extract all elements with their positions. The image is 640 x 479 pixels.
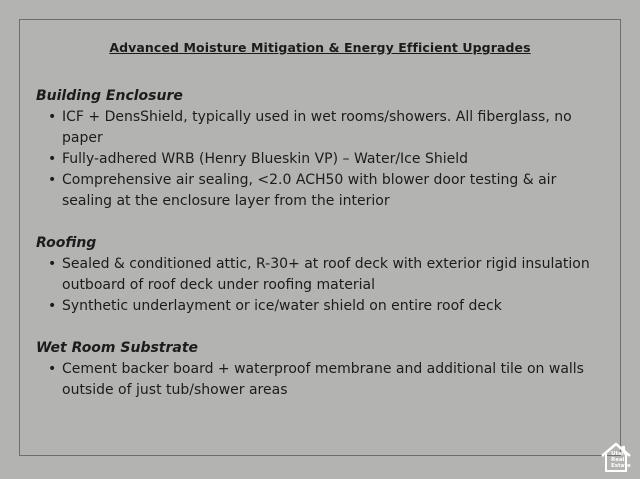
- section-heading: Wet Room Substrate: [36, 340, 199, 356]
- page-title: Advanced Moisture Mitigation & Energy Efficient Upgrades: [109, 40, 531, 55]
- watermark-line: Utah: [611, 451, 626, 457]
- list-item: • ICF + DensShield, typically used in wet rooms/showers. All fiberglass, no paper: [62, 107, 596, 149]
- section-heading: Roofing: [36, 235, 97, 251]
- section-roofing: [36, 233, 596, 317]
- bullet-list: [36, 359, 596, 401]
- watermark-line: Real: [611, 457, 625, 463]
- list-item: • Sealed & conditioned attic, R-30+ at roof deck with exterior rigid insulation outboard of roof deck under roofing material: [62, 254, 596, 296]
- section-building-enclosure: [36, 86, 596, 212]
- list-item: • Comprehensive air sealing, <2.0 ACH50 with blower door testing & air sealing at the enclosure layer from the interior: [62, 170, 596, 212]
- watermark-line: Estate: [611, 463, 631, 469]
- document-body: [36, 86, 596, 422]
- bullet-list: [36, 254, 596, 317]
- section-heading: Building Enclosure: [36, 88, 183, 104]
- bullet-list: [36, 107, 596, 212]
- list-item: • Cement backer board + waterproof membrane and additional tile on walls outside of just tub/shower areas: [62, 359, 596, 401]
- list-item: • Fully-adhered WRB (Henry Blueskin VP) – Water/Ice Shield: [62, 149, 596, 170]
- list-item: • Synthetic underlayment or ice/water shield on entire roof deck: [62, 296, 596, 317]
- section-wet-room-substrate: [36, 338, 596, 401]
- watermark-text: [611, 451, 631, 469]
